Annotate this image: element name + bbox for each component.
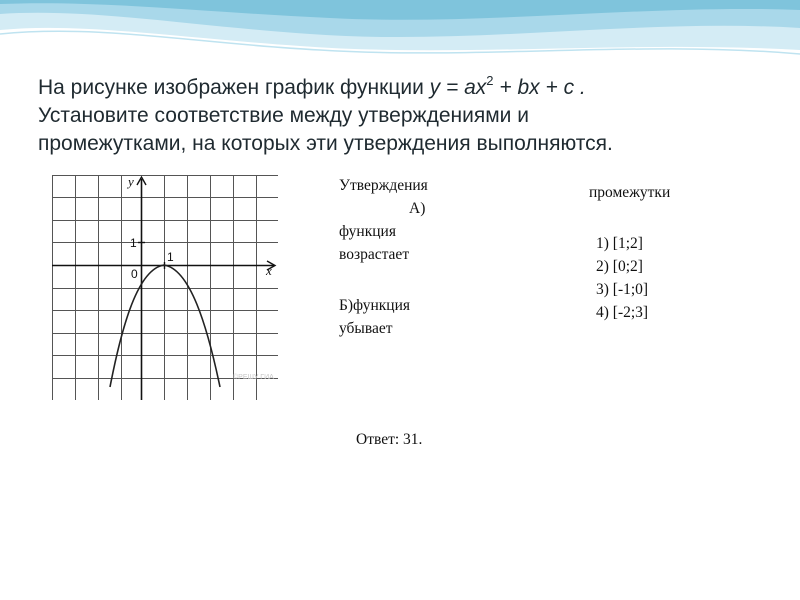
- title-line1-prefix: На рисунке изображен график функции: [38, 76, 430, 99]
- y-tick-label: 1: [130, 236, 137, 250]
- slide-title: [38, 74, 778, 158]
- answer-text: Ответ: 31.: [356, 431, 423, 448]
- title-formula-a: y = ax: [429, 76, 487, 99]
- header-wave-decoration: [0, 0, 800, 70]
- title-formula-exponent: 2: [486, 73, 494, 88]
- statement-a-line2: возрастает: [339, 246, 410, 263]
- interval-item: 2) [0;2]: [596, 258, 643, 275]
- statements-header: Утверждения: [339, 177, 428, 194]
- y-axis-label: y: [128, 175, 134, 189]
- grid: [52, 175, 278, 400]
- title-line2: Установите соответствие между утверждениями и: [38, 104, 529, 127]
- x-tick-label: 1: [167, 250, 174, 264]
- interval-item: 4) [-2;3]: [596, 304, 649, 321]
- title-line3: промежутками, на которых эти утверждения выполняются.: [38, 132, 613, 155]
- statement-a-line1: функция: [339, 223, 396, 240]
- title-formula-b: + bx + c .: [493, 76, 586, 99]
- origin-label: 0: [131, 267, 138, 281]
- interval-item: 1) [1;2]: [596, 235, 643, 252]
- statement-a-letter: А): [409, 200, 426, 217]
- intervals-header: промежутки: [589, 184, 671, 201]
- interval-item: 3) [-1;0]: [596, 281, 649, 298]
- x-axis-label: x: [266, 263, 272, 278]
- statement-b-line1: Б)функция: [339, 297, 411, 314]
- parabola-graph: [52, 175, 278, 400]
- watermark: ©РЕШУ ГИА: [233, 374, 274, 381]
- statement-b-line2: убывает: [339, 320, 393, 337]
